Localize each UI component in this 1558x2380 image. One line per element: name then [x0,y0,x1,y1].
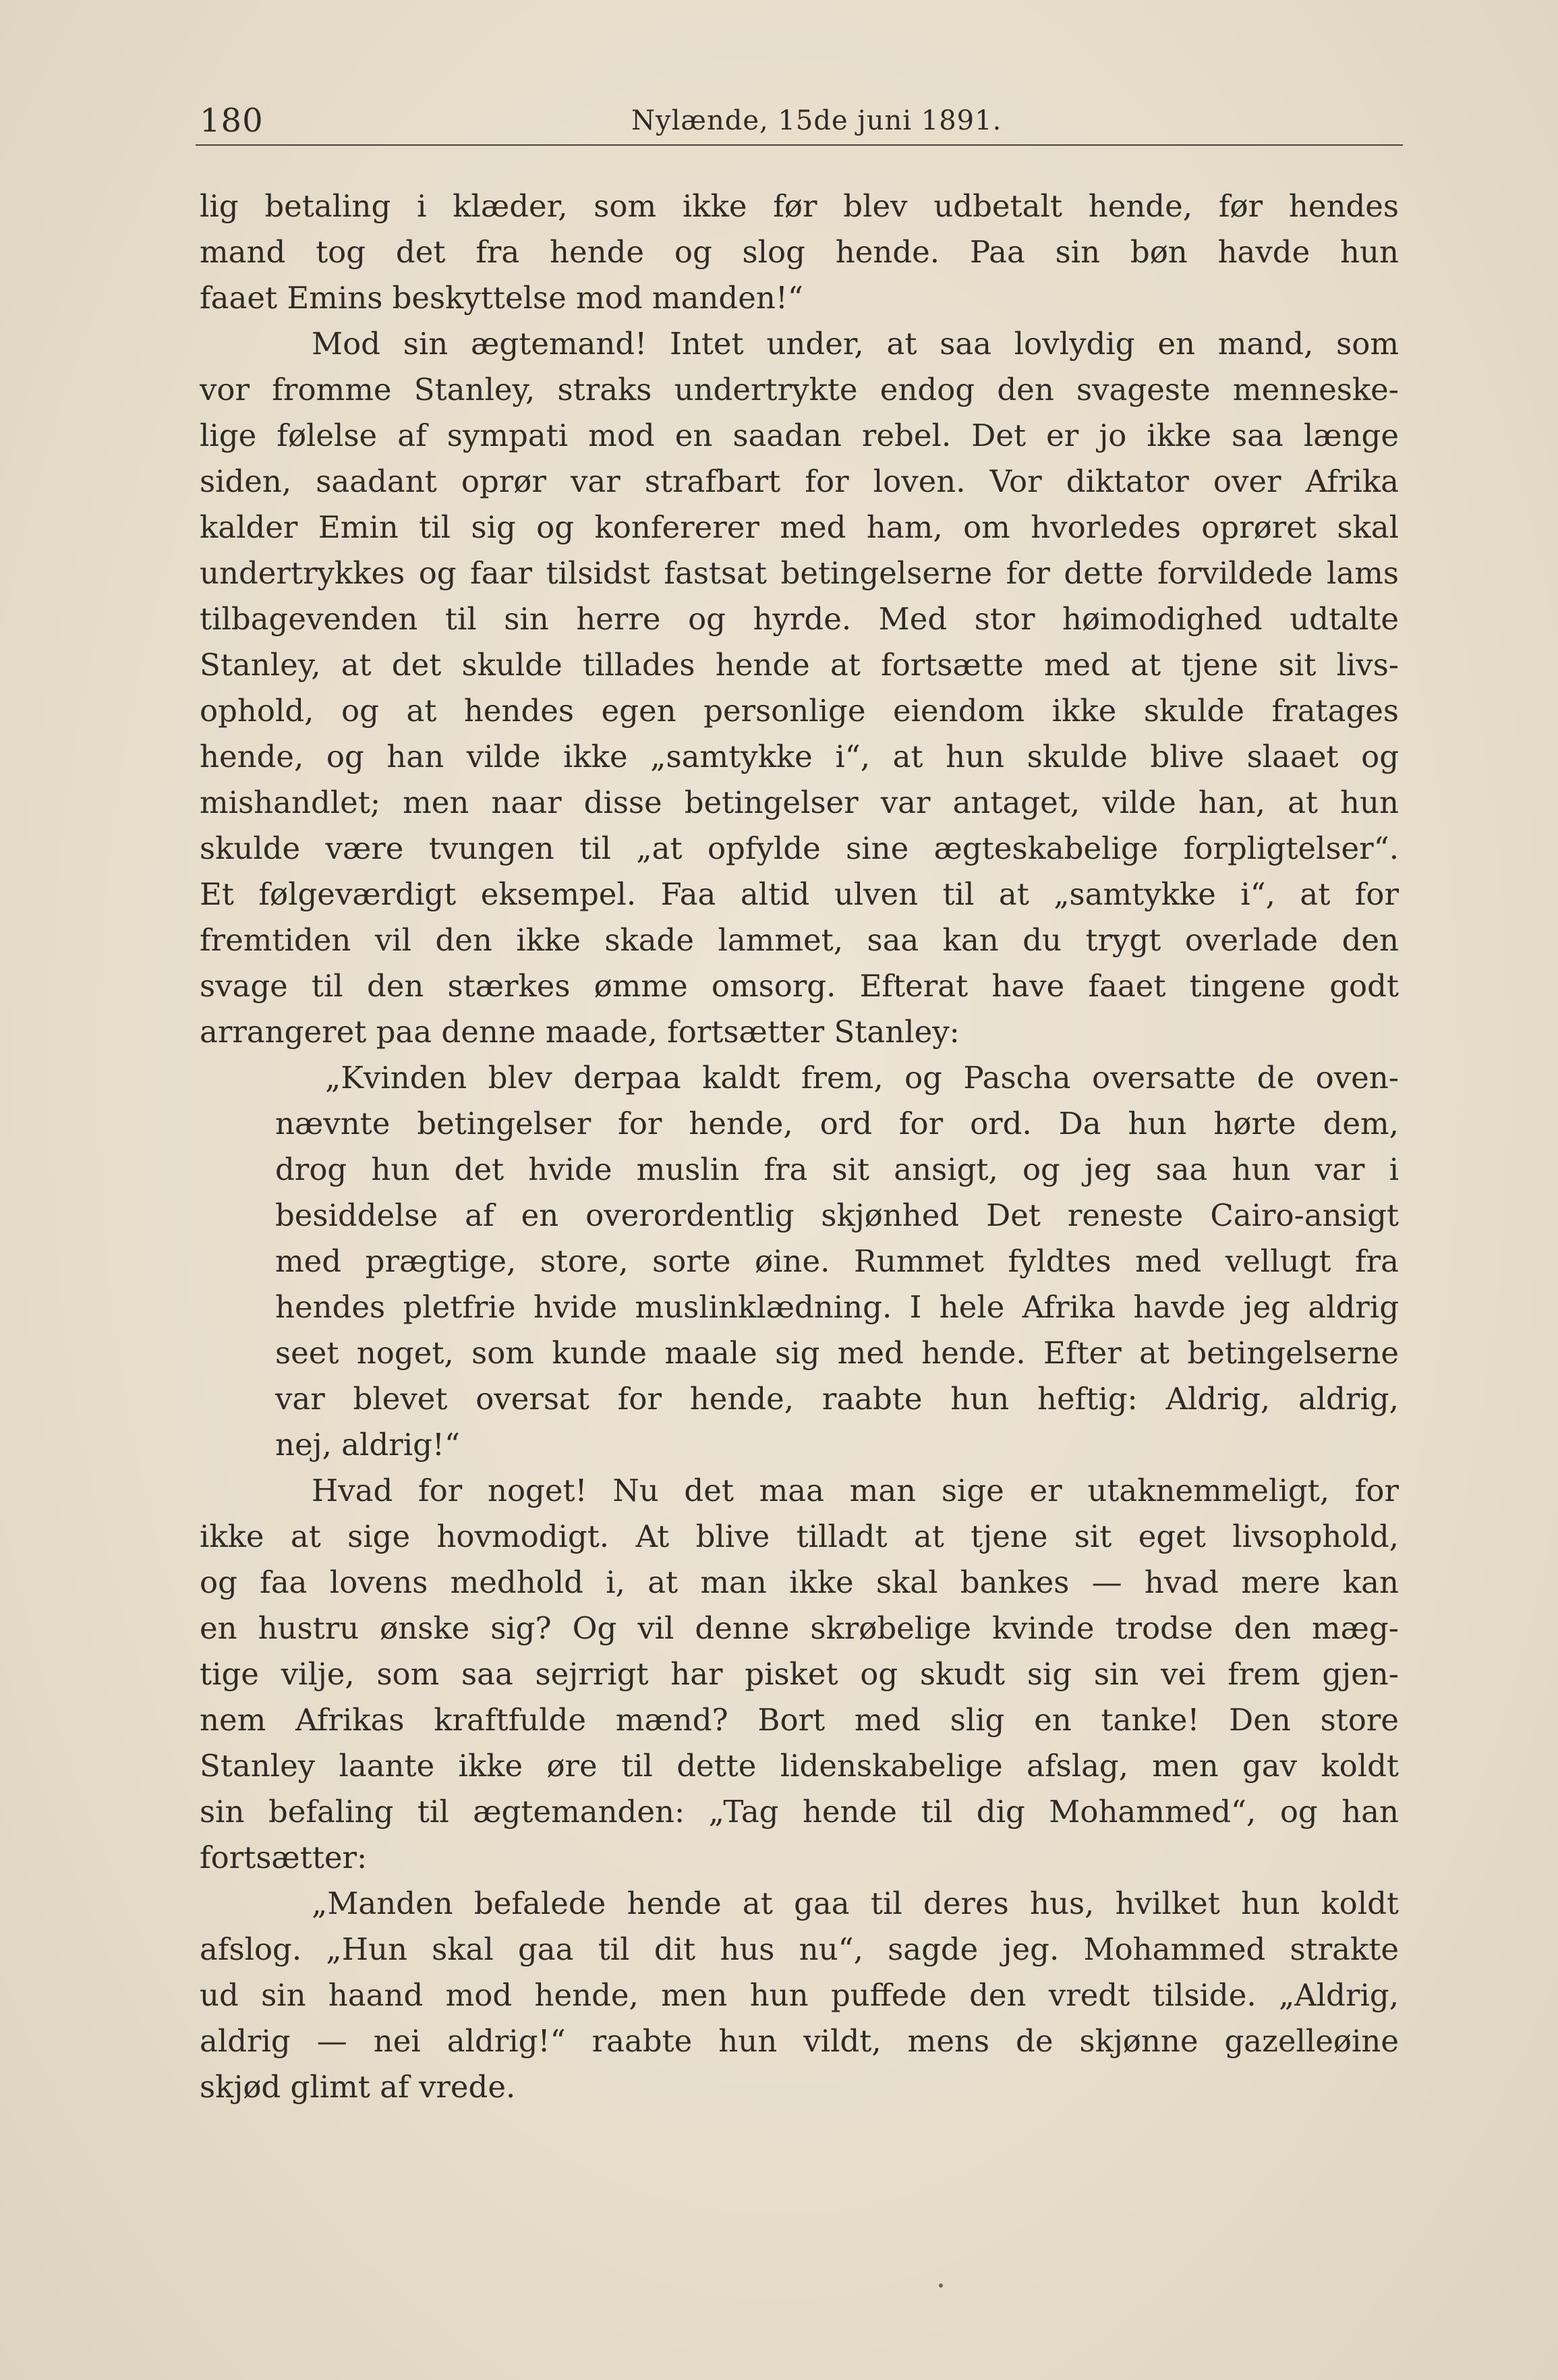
text-line: seet noget, som kunde maale sig med hende. Efter at betingelserne [275,1335,1399,1371]
text-line: var blevet oversat for hende, raabte hun heftig: Aldrig, aldrig, [275,1381,1399,1417]
text-line: mand tog det fra hende og slog hende. Paa sin bøn havde hun [200,234,1399,270]
paragraph [200,1468,1399,1881]
text-line: hende, og han vilde ikke „samtykke i“, at hun skulde blive slaaet og [200,739,1399,774]
text-line: „Manden befalede hende at gaa til deres hus, hvilket hun koldt [312,1886,1399,1921]
paragraph [200,183,1399,321]
text-line: tilbagevenden til sin herre og hyrde. Med stor høimodighed udtalte [200,601,1399,637]
text-line: og faa lovens medhold i, at man ikke skal bankes — hvad mere kan [200,1564,1399,1600]
page-header [200,100,1407,142]
text-line: besiddelse af en overordentlig skjønhed Det reneste Cairo-ansigt [275,1197,1399,1233]
text-line: Stanley laante ikke øre til dette lidenskabelige afslag, men gav koldt [200,1748,1399,1784]
text-line: drog hun det hvide muslin fra sit ansigt, og jeg saa hun var i [275,1152,1399,1187]
text-line: en hustru ønske sig? Og vil denne skrøbelige kvinde trodse den mæg- [200,1610,1399,1646]
text-line: „Kvinden blev derpaa kaldt frem, og Pascha oversatte de oven- [325,1060,1399,1096]
text-line: svage til den stærkes ømme omsorg. Efterat have faaet tingene godt [200,968,1399,1004]
text-line: ikke at sige hovmodigt. At blive tilladt at tjene sit eget livsophold, [200,1519,1399,1554]
text-line: nej, aldrig!“ [275,1427,460,1463]
text-line: ud sin haand mod hende, men hun puffede den vredt tilside. „Aldrig, [200,1977,1399,2013]
text-line: nævnte betingelser for hende, ord for ord. Da hun hørte dem, [275,1106,1399,1141]
text-line: arrangeret paa denne maade, fortsætter Stanley: [200,1014,960,1050]
text-line: kalder Emin til sig og konfererer med ham, om hvorledes oprøret skal [200,509,1399,545]
text-line: siden, saadant oprør var strafbart for loven. Vor diktator over Afrika [200,463,1399,499]
text-line: ophold, og at hendes egen personlige eiendom ikke skulde fratages [200,693,1399,729]
text-line: mishandlet; men naar disse betingelser var antaget, vilde han, at hun [200,785,1399,820]
text-line: hendes pletfrie hvide muslinklædning. I hele Afrika havde jeg aldrig [275,1289,1399,1325]
text-line: aldrig — nei aldrig!“ raabte hun vildt, mens de skjønne gazelleøine [200,2023,1399,2059]
text-line: skjød glimt af vrede. [200,2069,516,2105]
text-line: skulde være tvungen til „at opfylde sine ægteskabelige forpligtelser“. [200,830,1399,866]
text-line: fortsætter: [200,1840,368,1875]
text-line: fremtiden vil den ikke skade lammet, saa kan du trygt overlade den [200,922,1399,958]
text-line: Stanley, at det skulde tillades hende at fortsætte med at tjene sit livs- [200,647,1399,683]
text-line: tige vilje, som saa sejrrigt har pisket og skudt sig sin vei frem gjen- [200,1656,1399,1692]
running-head: Nylænde, 15de juni 1891. [631,105,1002,136]
print-speck [939,2284,943,2288]
text-line: lig betaling i klæder, som ikke før blev udbetalt hende, før hendes [200,188,1399,224]
body-text [200,183,1399,2110]
text-line: Et følgeværdigt eksempel. Faa altid ulven til at „samtykke i“, at for [200,876,1399,912]
header-rule [196,144,1403,146]
text-line: med prægtige, store, sorte øine. Rummet fyldtes med vellugt fra [275,1243,1399,1279]
text-line: afslog. „Hun skal gaa til dit hus nu“, sagde jeg. Mohammed strakte [200,1931,1399,1967]
text-line: faaet Emins beskyttelse mod manden!“ [200,280,803,316]
text-line: Hvad for noget! Nu det maa man sige er utaknemmeligt, for [312,1473,1399,1508]
text-line: nem Afrikas kraftfulde mænd? Bort med slig en tanke! Den store [200,1702,1399,1738]
paragraph [200,1881,1399,2110]
paragraph [200,321,1399,1055]
text-line: vor fromme Stanley, straks undertrykte endog den svageste menneske- [200,372,1399,407]
block-quote [200,1055,1399,1468]
page-number: 180 [200,102,264,140]
text-line: undertrykkes og faar tilsidst fastsat betingelserne for dette forvildede lams [200,555,1399,591]
text-line: sin befaling til ægtemanden: „Tag hende til dig Mohammed“, og han [200,1794,1399,1830]
text-line: Mod sin ægtemand! Intet under, at saa lovlydig en mand, som [312,326,1399,362]
text-line: lige følelse af sympati mod en saadan rebel. Det er jo ikke saa længe [200,418,1399,453]
